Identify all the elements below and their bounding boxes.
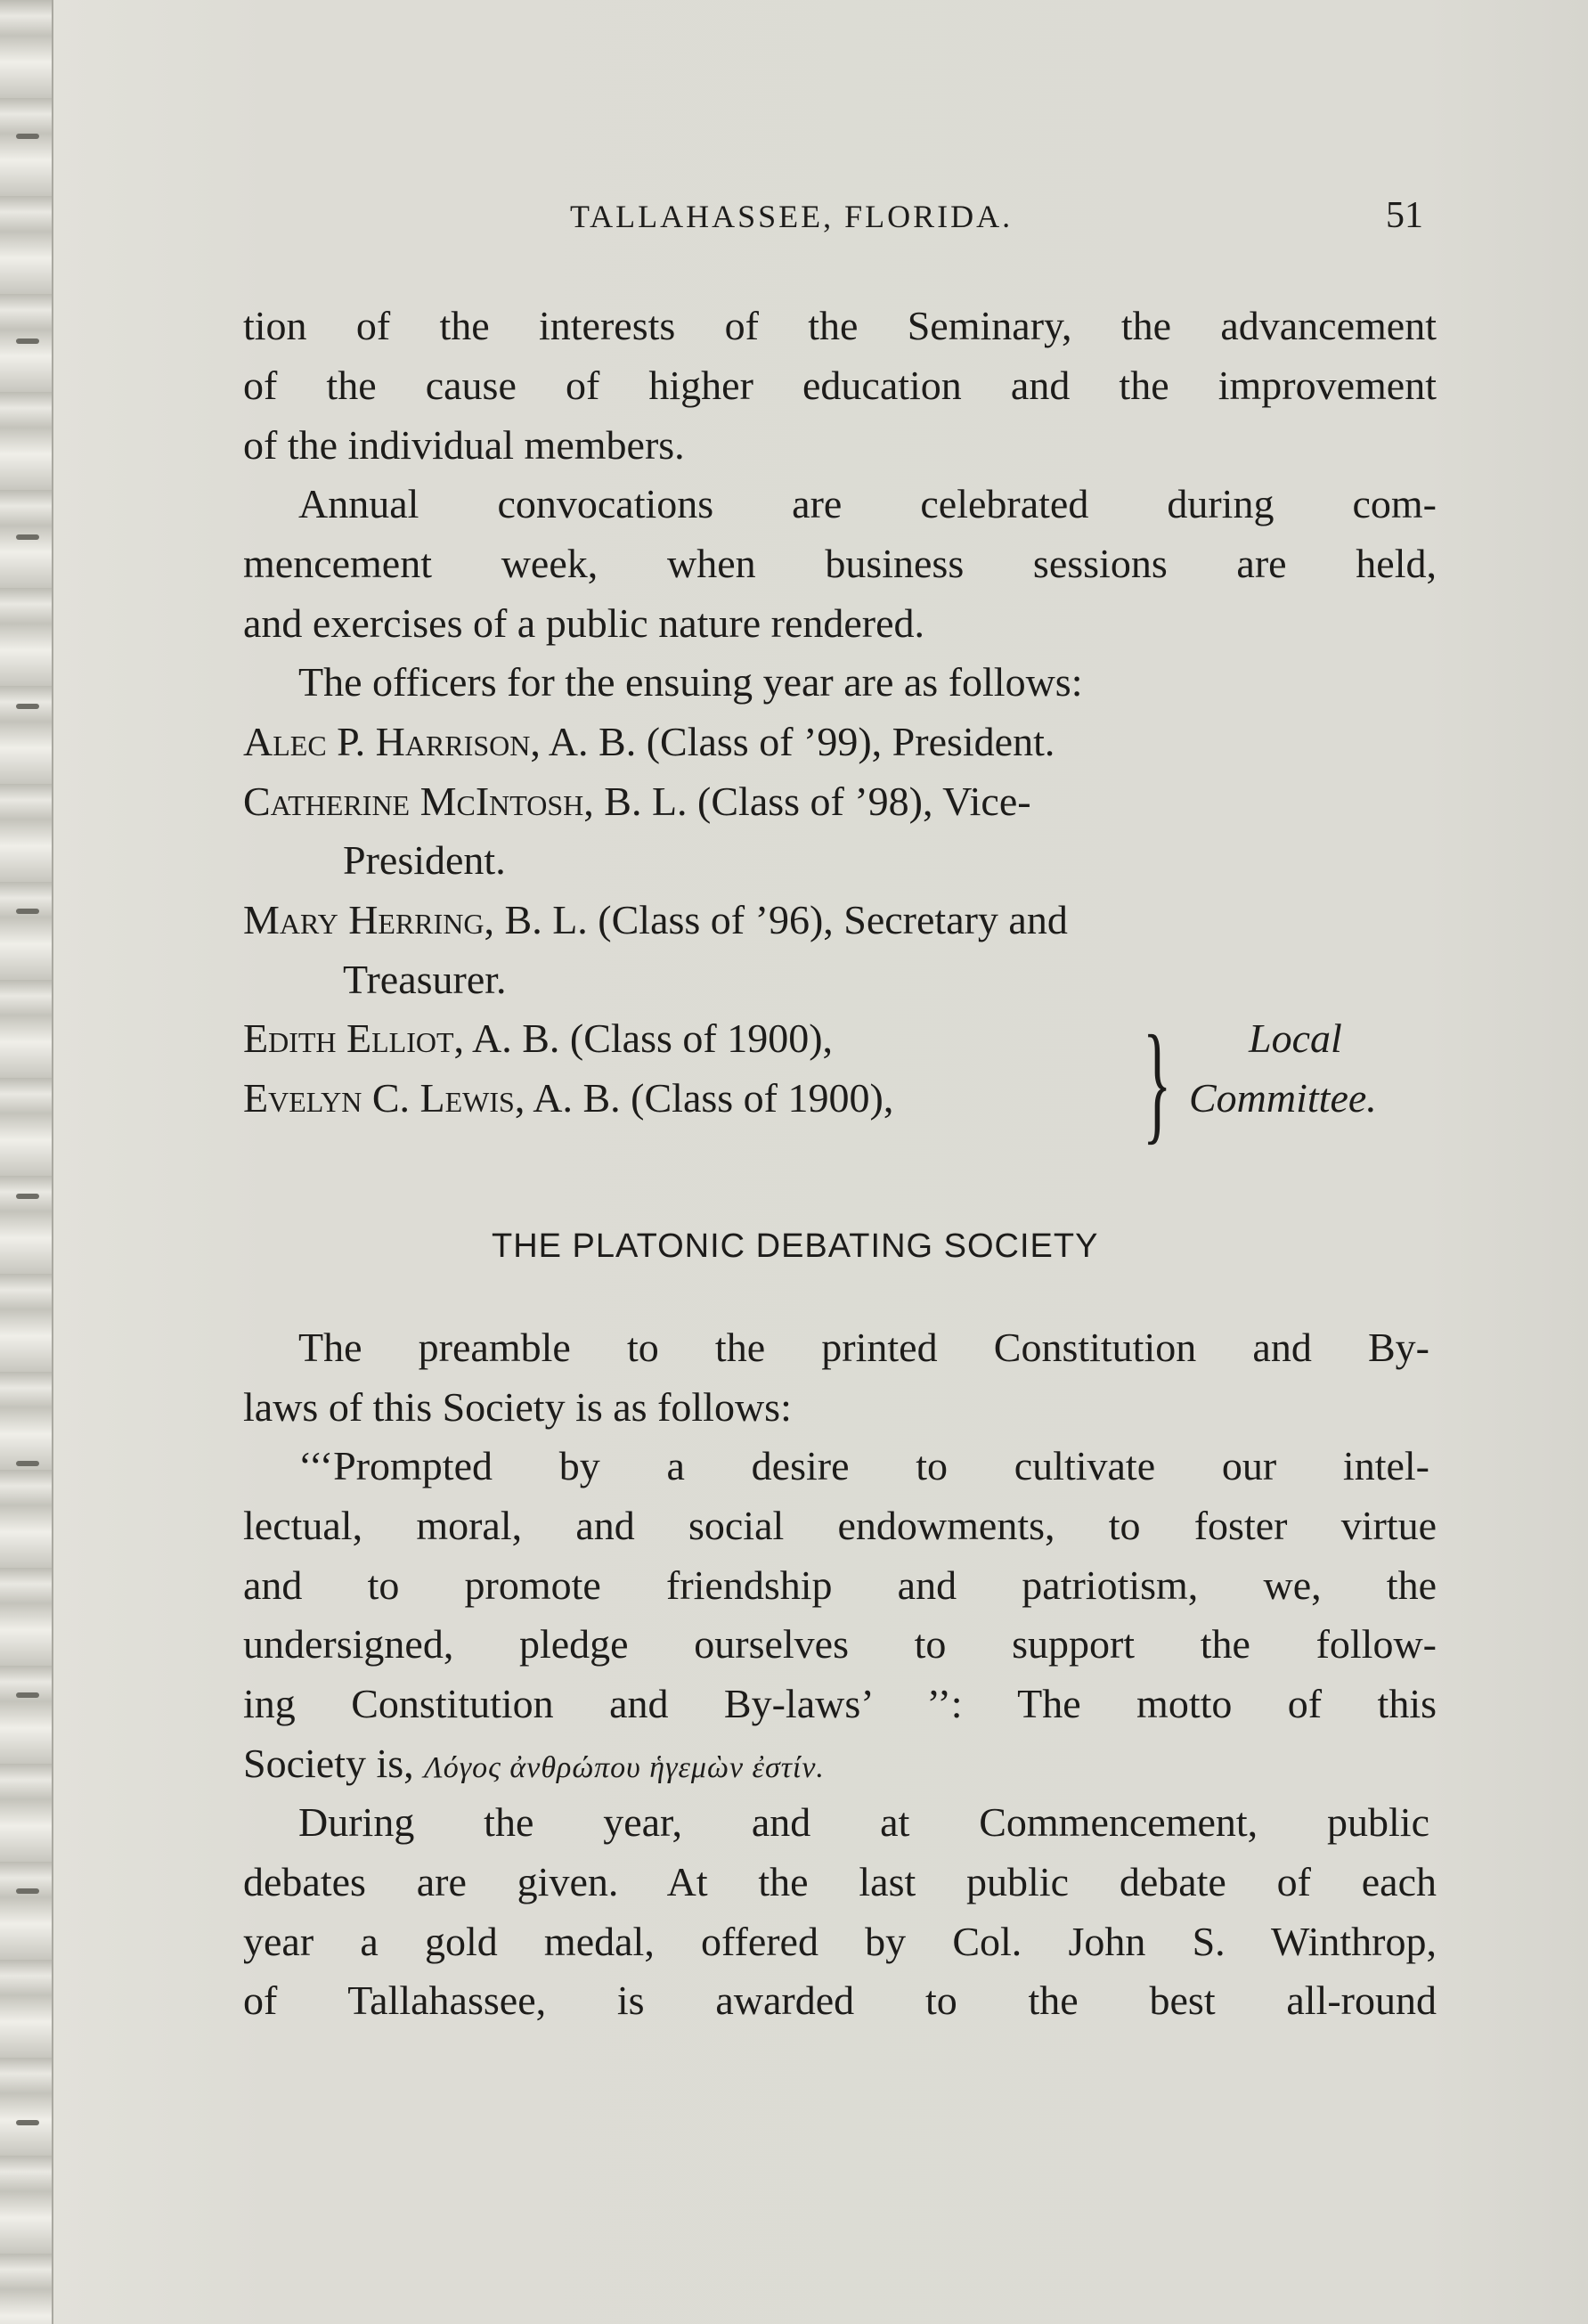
officer-line-5 (243, 1073, 893, 1123)
officer-name: Mary Herring (243, 897, 485, 942)
section-title: THE PLATONIC DEBATING SOCIETY (492, 1227, 1099, 1265)
binding-stitch (16, 909, 39, 914)
officer-line-2-continuation: President. (343, 837, 506, 883)
body-line-2: of the cause of higher education and the improvement (243, 363, 1437, 408)
officer-details: , A. B. (Class of 1900), (514, 1075, 894, 1121)
section-line-3: ‘‘‘Prompted by a desire to cultivate our intel- (298, 1443, 1429, 1488)
page-number: 51 (1386, 195, 1423, 236)
officer-line-2 (243, 777, 1031, 827)
binding-stitch (16, 1692, 39, 1698)
book-binding-edge (0, 0, 53, 2324)
section-line-6: undersigned, pledge ourselves to support the follow- (243, 1621, 1437, 1667)
officer-name: Evelyn C. Lewis (243, 1075, 515, 1121)
body-line-7: The officers for the ensuing year are as follows: (298, 659, 1083, 705)
officer-line-3 (243, 895, 1068, 945)
officer-details: , A. B. (Class of ’99), President. (530, 719, 1055, 764)
binding-stitch (16, 2120, 39, 2125)
officer-details: , A. B. (Class of 1900), (453, 1015, 834, 1061)
binding-stitch (16, 1461, 39, 1466)
body-line-6: and exercises of a public nature rendered. (243, 600, 925, 646)
binding-stitch (16, 1194, 39, 1199)
section-line-1: The preamble to the printed Constitution and By- (298, 1325, 1429, 1370)
body-line-4: Annual convocations are celebrated during com- (298, 481, 1437, 526)
binding-stitch (16, 704, 39, 709)
officer-line-4 (243, 1014, 833, 1064)
binding-stitch (16, 534, 39, 540)
binding-stitch (16, 134, 39, 139)
body-line-1: tion of the interests of the Seminary, the advancement (243, 303, 1437, 348)
binding-stitch (16, 1888, 39, 1894)
final-line-1: During the year, and at Commencement, public (298, 1799, 1429, 1845)
motto-line (243, 1739, 825, 1793)
section-line-5: and to promote friendship and patriotism, we, the (243, 1562, 1437, 1608)
officer-name: Edith Elliot (243, 1015, 454, 1061)
committee-brace: } (1143, 1008, 1172, 1156)
body-line-3: of the individual members. (243, 422, 685, 468)
officer-line-1 (243, 717, 1055, 767)
binding-stitch (16, 338, 39, 344)
body-line-5: mencement week, when business sessions are held, (243, 541, 1437, 586)
section-line-4: lectual, moral, and social endowments, to foster virtue (243, 1503, 1437, 1548)
committee-label-local: Local (1249, 1015, 1342, 1061)
final-line-2: debates are given. At the last public debate of each (243, 1859, 1437, 1904)
officer-name: Alec P. Harrison (243, 719, 531, 764)
final-line-3: year a gold medal, offered by Col. John S. Winthrop, (243, 1919, 1437, 1964)
motto-greek: Λόγος ἀνθρώπου ἡγεμὼν ἐστίν. (424, 1751, 825, 1784)
final-line-4: of Tallahassee, is awarded to the best all-round (243, 1977, 1437, 2023)
officer-line-3-continuation: Treasurer. (343, 957, 507, 1002)
section-line-7: ing Constitution and By-laws’ ’’: The motto of this (243, 1681, 1437, 1726)
officer-details: , B. L. (Class of ’98), Vice- (583, 779, 1031, 824)
committee-label-committee: Committee. (1189, 1075, 1377, 1121)
section-line-2: laws of this Society is as follows: (243, 1384, 792, 1430)
officer-name: Catherine McIntosh (243, 779, 584, 824)
running-head: TALLAHASSEE, FLORIDA. (570, 199, 1014, 234)
motto-prefix: Society is, (243, 1741, 414, 1786)
officer-details: , B. L. (Class of ’96), Secretary and (484, 897, 1068, 942)
